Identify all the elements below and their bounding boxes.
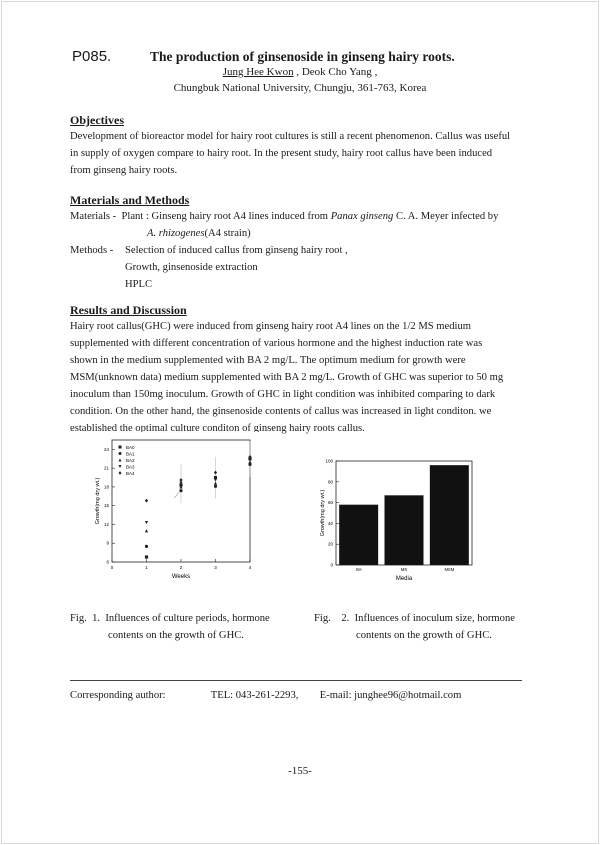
y-tick-label: 12 xyxy=(103,521,109,527)
methods-item: Growth, ginsenoside extraction xyxy=(125,262,258,273)
x-axis-label: Weeks xyxy=(171,574,191,580)
author-line xyxy=(0,66,600,78)
materials-label: Materials - xyxy=(70,211,117,222)
legend-label: BA2 xyxy=(126,457,135,463)
corresponding-author-label: Corresponding author: xyxy=(70,690,166,701)
text-line: MSM(unknown data) medium supplemented with BA 2 mg/L. Growth of GHC was superior to 50 mg xyxy=(70,372,504,383)
data-point xyxy=(145,529,148,532)
section-heading-materials: Materials and Methods xyxy=(70,193,190,207)
y-axis-label: Growth(mg dry wt.) xyxy=(95,477,101,525)
caption-line: Fig. 1. Influences of culture periods, hormone xyxy=(70,613,270,624)
figure-1-caption xyxy=(70,610,270,644)
materials-text: C. A. Meyer infected by xyxy=(393,211,499,222)
y-tick-label: 20 xyxy=(327,541,333,547)
species-name: A. rhizogenes xyxy=(147,228,205,239)
legend-marker xyxy=(119,471,122,475)
author-separator: , xyxy=(293,66,302,78)
legend-marker xyxy=(119,459,122,462)
caption-line: Fig. 2. Influences of inoculum size, hormone xyxy=(314,613,515,624)
legend-label: BA0 xyxy=(126,444,135,450)
text-line: established the optimal culture conditon of ginseng hairy roots callus. xyxy=(70,423,365,434)
y-tick-label: 60 xyxy=(327,500,333,506)
telephone: TEL: 043-261-2293, xyxy=(210,690,299,701)
y-tick-label: 80 xyxy=(327,479,333,485)
methods-label: Methods - xyxy=(70,245,114,256)
legend-label: BA1 xyxy=(126,451,135,457)
bar xyxy=(385,495,424,565)
section-heading-objectives: Objectives xyxy=(70,113,124,127)
section-heading-results: Results and Discussion xyxy=(70,303,187,317)
species-name: Panax ginseng xyxy=(330,211,394,222)
author-name: Jung Hee Kwon xyxy=(222,66,294,78)
objectives-paragraph xyxy=(70,128,526,179)
paper-title: The production of ginsenoside in ginseng hairy roots. xyxy=(150,49,455,64)
error-bar xyxy=(174,492,179,498)
text-line: condition. On the other hand, the ginsenoside contents of callus was increased in light conditon. we xyxy=(70,406,492,417)
data-point xyxy=(214,478,217,481)
page-number: -155- xyxy=(288,765,312,777)
figure-2-bar-chart xyxy=(306,455,478,585)
legend-marker xyxy=(119,446,122,449)
y-tick-label: 0 xyxy=(330,562,333,568)
x-tick-label: 2 xyxy=(179,565,183,570)
materials-row xyxy=(70,208,498,225)
materials-row xyxy=(147,225,251,242)
text-line: supplemented with different concentration of various hormone and the highest induction rate was xyxy=(70,338,483,349)
email: E-mail: junghee96@hotmail.com xyxy=(319,690,462,701)
text-line: shown in the medium supplemented with BA 2 mg/L. The optimum medium for growth were xyxy=(70,355,466,366)
contact-line xyxy=(70,690,461,701)
materials-text: Plant : Ginseng hairy root A4 lines induced from xyxy=(121,211,331,222)
materials-text: (A4 strain) xyxy=(204,228,251,239)
x-tick-label: MSM xyxy=(444,567,455,572)
data-point xyxy=(214,485,217,488)
data-point xyxy=(145,545,148,548)
results-paragraph xyxy=(70,318,526,437)
y-tick-label: 100 xyxy=(325,458,333,464)
caption-line: contents on the growth of GHC. xyxy=(108,630,244,641)
legend-label: BA3 xyxy=(126,464,135,470)
text-line: inoculum than 150mg inoculum. Growth of GHC in light condition was inhibited comparing to dark xyxy=(70,389,496,400)
methods-item: Selection of induced callus from ginseng hairy root , xyxy=(125,245,348,256)
x-tick-label: MS xyxy=(400,567,408,572)
data-point xyxy=(145,521,148,524)
y-tick-label: 18 xyxy=(103,484,109,490)
author-separator: , xyxy=(371,66,378,78)
data-point xyxy=(145,499,148,503)
x-tick-label: SH xyxy=(355,567,362,572)
data-point xyxy=(214,482,217,485)
y-tick-label: 24 xyxy=(103,446,109,452)
data-point xyxy=(179,489,182,492)
figure-2-caption xyxy=(314,610,515,644)
y-tick-label: 15 xyxy=(103,503,109,509)
author-name: Deok Cho Yang xyxy=(301,66,372,78)
y-tick-label: 40 xyxy=(327,520,333,526)
data-point xyxy=(145,555,148,558)
methods-item: HPLC xyxy=(125,279,153,290)
data-point xyxy=(214,471,217,475)
data-point xyxy=(179,478,182,482)
legend-label: BA4 xyxy=(126,470,135,476)
y-tick-label: 9 xyxy=(106,540,109,546)
x-axis-label: Media xyxy=(395,576,413,582)
text-line: Development of bioreactor model for hairy root cultures is still a recent phenomenon. Callus was useful xyxy=(70,131,511,142)
bar xyxy=(339,505,378,565)
affiliation: Chungbuk National University, Chungju, 361-763, Korea xyxy=(173,82,427,94)
caption-line: contents on the growth of GHC. xyxy=(356,630,492,641)
legend-marker xyxy=(119,465,122,468)
footer-divider xyxy=(70,680,522,681)
y-axis-label: Growth(mg dry wt.) xyxy=(320,489,326,537)
text-line: from ginseng hairy roots. xyxy=(70,165,178,176)
figure-1-scatter-chart xyxy=(82,432,262,584)
paper-id: P085. xyxy=(72,48,112,65)
x-tick-label: 0 xyxy=(110,565,114,570)
x-tick-label: 4 xyxy=(248,565,252,570)
y-tick-label: 6 xyxy=(106,559,109,565)
x-tick-label: 3 xyxy=(214,565,217,570)
x-tick-label: 1 xyxy=(145,565,148,570)
text-line: Hairy root callus(GHC) were induced from ginseng hairy root A4 lines on the 1/2 MS medium xyxy=(70,321,472,332)
legend-marker xyxy=(119,452,122,455)
y-tick-label: 21 xyxy=(103,465,109,471)
text-line: in supply of oxygen compare to hairy root. In the present study, hairy root callus have been induced xyxy=(70,148,493,159)
bar xyxy=(430,465,469,565)
